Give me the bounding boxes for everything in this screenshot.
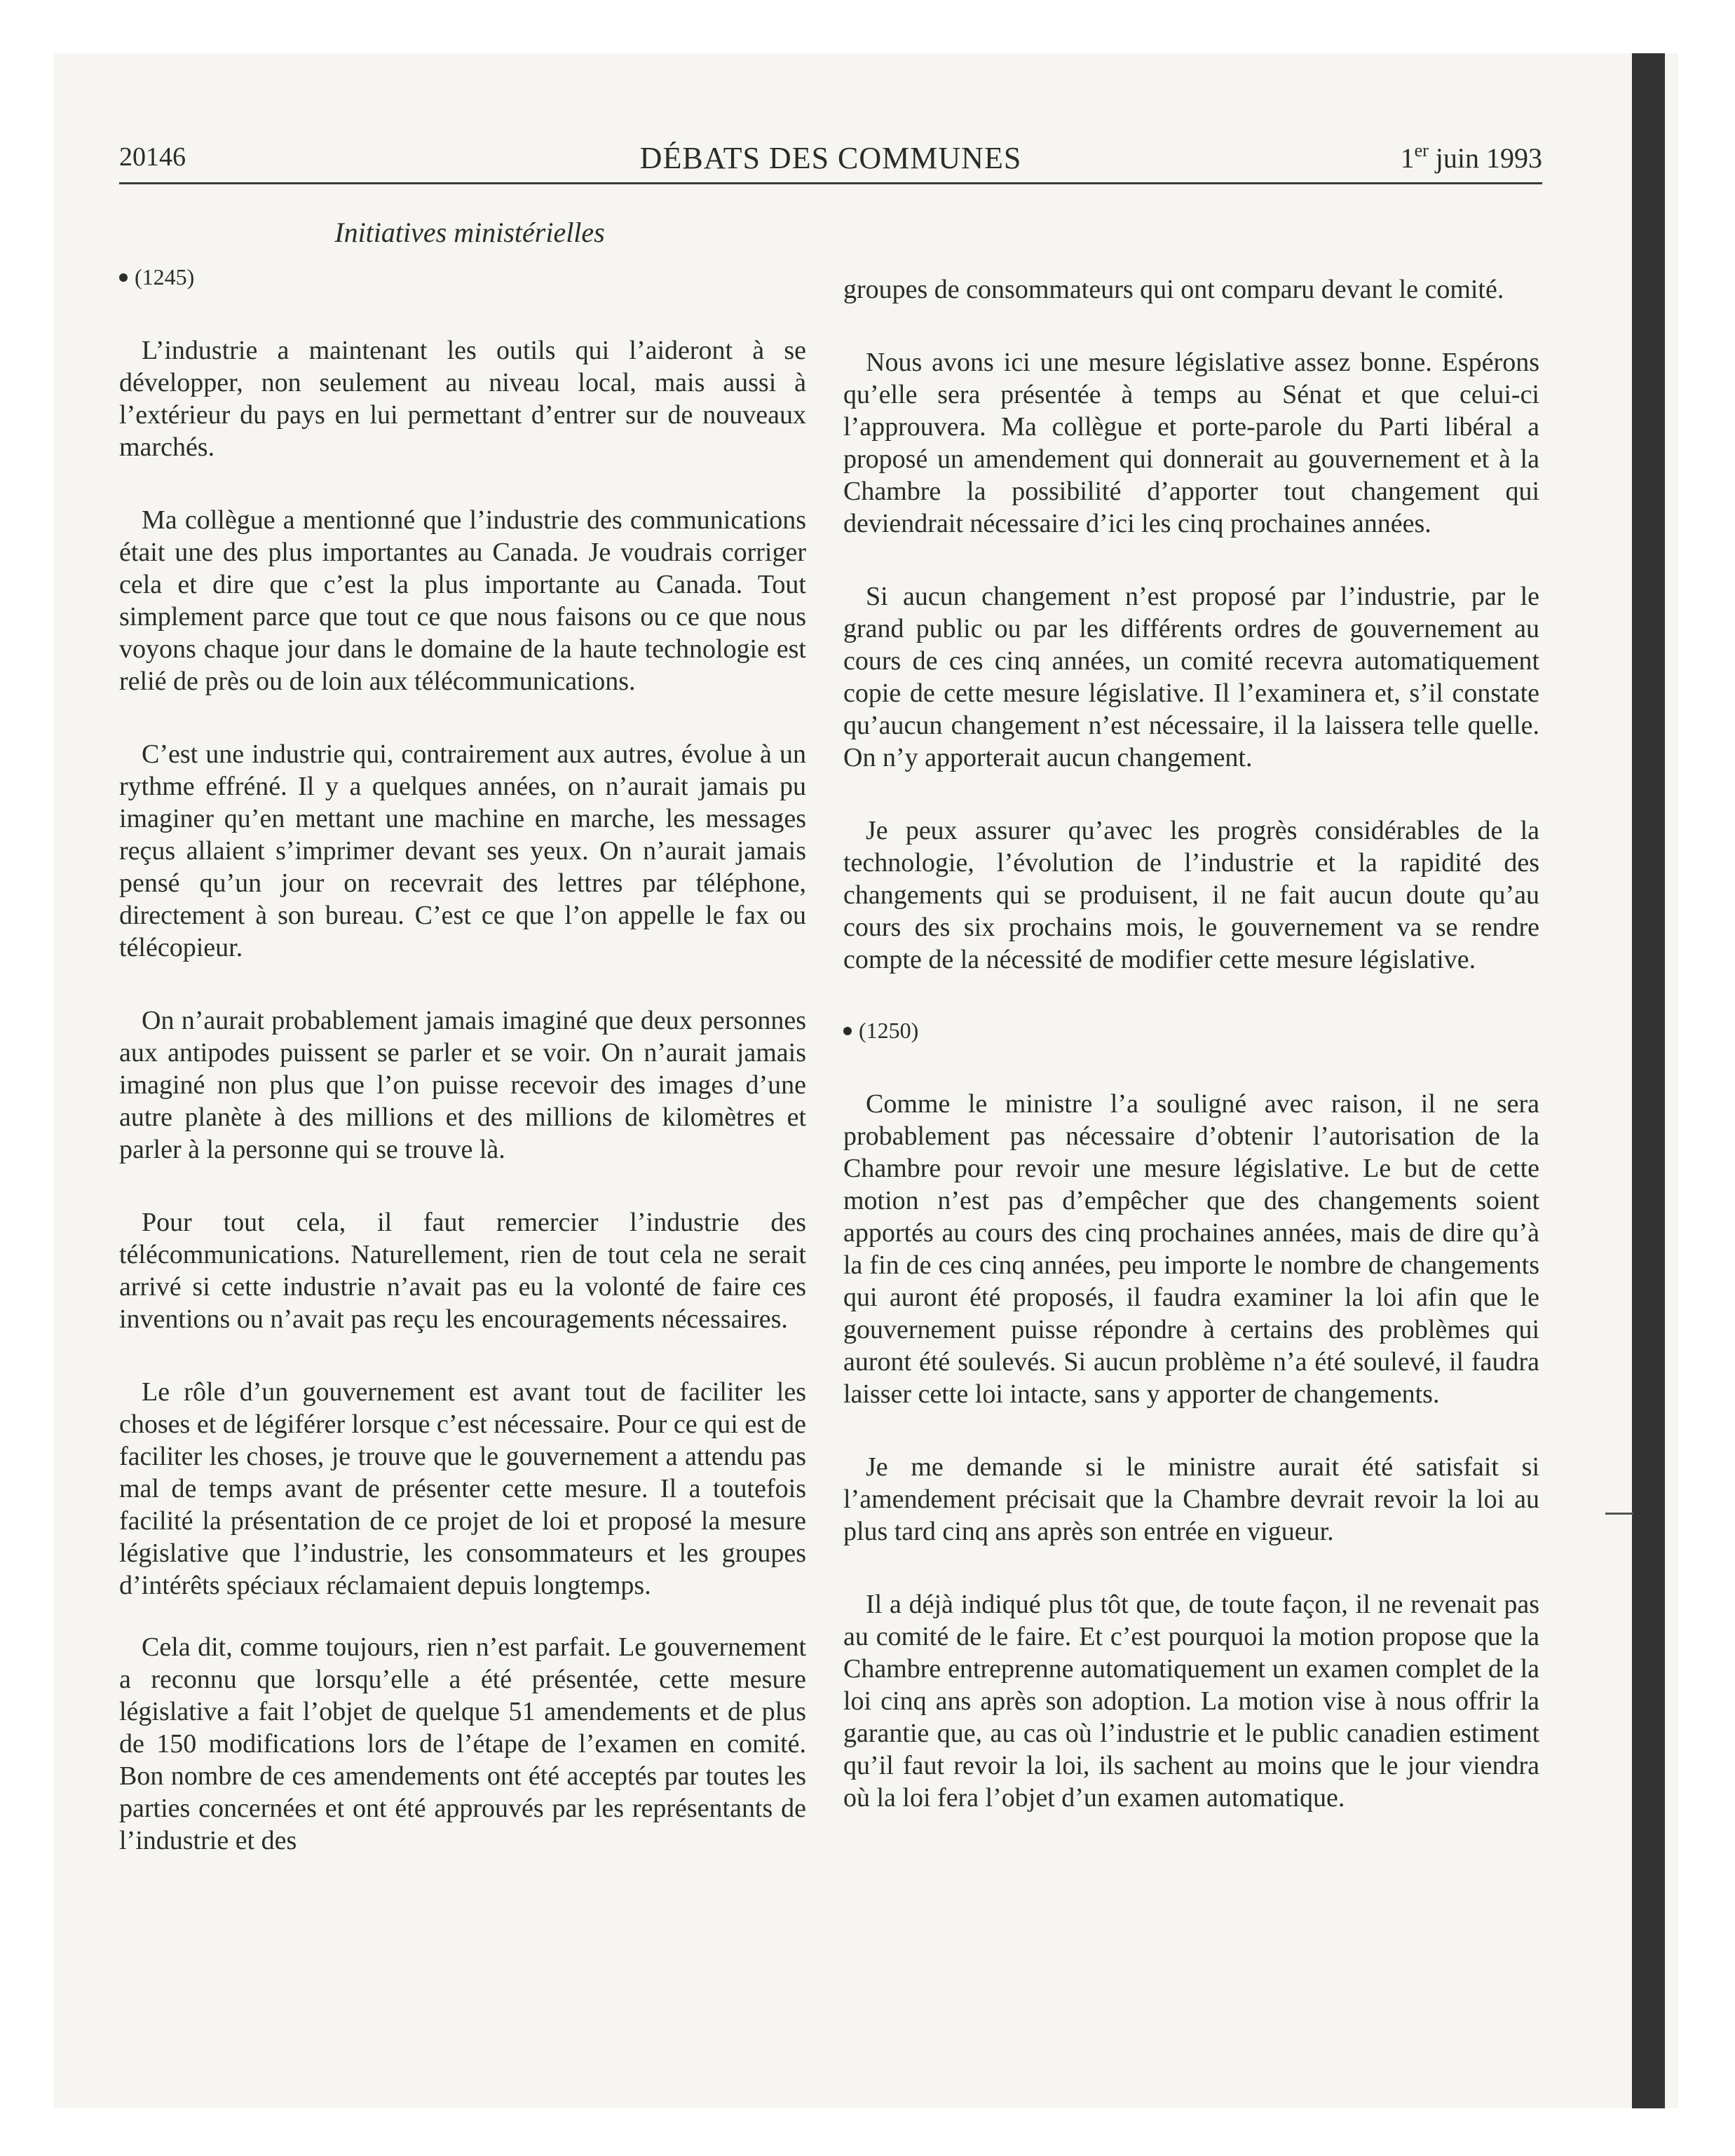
paragraph: Je peux assurer qu’avec les progrès considérables de la technologie, l’évolution de l’industrie et la rapidité des changements qui se produisent, il ne fait aucun doute qu’au cours des six prochains mois, le gouvernement va se rendre compte de la nécessité de modifier cette mesure législative. <box>843 816 1539 974</box>
paragraph: Je me demande si le ministre aurait été satisfait si l’amendement précisait que la Chambre devrait revoir la loi au plus tard cinq ans après son entrée en vigueur. <box>843 1452 1539 1546</box>
paragraph: Le rôle d’un gouvernement est avant tout de faciliter les choses et de légiférer lorsque c’est nécessaire. Pour ce qui est de faciliter les choses, je trouve que le gouvernement a attendu pas mal de temps avant de présenter cette mesure. Il a toutefois facilité la présentation de ce projet de loi et proposé la mesure législative que l’industrie, les consommateurs et les groupes d’intérêts spéciaux réclamaient depuis longtemps. <box>119 1377 806 1600</box>
scan-edge-bar <box>1632 53 1665 2108</box>
right-column <box>843 273 1539 1855</box>
margin-mark <box>1605 1513 1633 1515</box>
date-month-year: juin 1993 <box>1428 142 1542 174</box>
publication-date <box>1401 140 1542 175</box>
bullet-icon <box>843 1027 852 1035</box>
paragraph: Si aucun changement n’est proposé par l’industrie, par le grand public ou par les différents ordres de gouvernement au cours de ces cinq années, un comité recevra automatiquement copie de cette mesure législative. Il l’examinera et, s’il constate qu’aucun changement n’est nécessaire, il la laissera telle quelle. On n’y apporterait aucun changement. <box>843 582 1539 772</box>
header-rule <box>119 182 1542 184</box>
bullet-icon <box>119 273 128 282</box>
timestamp-text: (1250) <box>859 1018 919 1043</box>
paragraph: L’industrie a maintenant les outils qui l’aideront à se développer, non seulement au niveau local, mais aussi à l’extérieur du pays en lui permettant d’entrer sur de nouveaux marchés. <box>119 336 806 462</box>
paragraph: On n’aurait probablement jamais imaginé que deux personnes aux antipodes puissent se parler et se voir. On n’aurait jamais imaginé non plus que l’on puisse recevoir des images d’une autre planète à des millions et des millions de kilomètres et parler à la personne qui se trouve là. <box>119 1006 806 1164</box>
paragraph: Comme le ministre l’a souligné avec raison, il ne sera probablement pas nécessaire d’obtenir l’autorisation de la Chambre pour revoir une mesure législative. Le but de cette motion n’est pas d’empêcher que des changements soient apportés au cours des cinq prochaines années, mais de dire qu’à la fin de ces cinq années, peu importe le nombre de changements qui auront été proposés, il faudra examiner la loi afin que le gouvernement puisse répondre à certains des problèmes qui auront été soulevés. Si aucun problème n’a été soulevé, il faudra laisser cette loi intacte, sans y apporter de changements. <box>843 1089 1539 1409</box>
page-header <box>119 135 1542 184</box>
date-superscript: er <box>1414 140 1429 161</box>
timestamp-1250 <box>843 1016 1539 1044</box>
section-title: Initiatives ministérielles <box>334 217 605 248</box>
paragraph: Il a déjà indiqué plus tôt que, de toute façon, il ne revenait pas au comité de le faire. Et c’est pourquoi la motion propose que la Chambre entreprenne automatiquement un examen complet de la loi cinq ans après son adoption. La motion vise à nous offrir la garantie que, au cas où l’industrie et le public canadien estiment qu’il faut revoir la loi, ils sachent au moins que le jour viendra où la loi fera l’objet d’un examen automatique. <box>843 1590 1539 1813</box>
paragraph: Cela dit, comme toujours, rien n’est parfait. Le gouvernement a reconnu que lorsqu’elle a été présentée, cette mesure législative a fait l’objet de quelque 51 amendements et de plus de 150 modifications lors de l’étape de l’examen en comité. Bon nombre de ces amendements ont été acceptés par toutes les parties concernées et ont été approuvés par les représentants de l’industrie et des <box>119 1632 806 1855</box>
timestamp-1245 <box>119 263 806 291</box>
timestamp-text: (1245) <box>135 264 195 289</box>
paragraph: Nous avons ici une mesure législative assez bonne. Espérons qu’elle sera présentée à temps au Sénat et que celui-ci l’approuvera. Ma collègue et porte-parole du Parti libéral a proposé un amendement qui donnerait au gouvernement et à la Chambre la possibilité d’apporter tout changement qui deviendrait nécessaire d’ici les cinq prochaines années. <box>843 348 1539 538</box>
date-day: 1 <box>1400 142 1415 174</box>
paragraph: Pour tout cela, il faut remercier l’industrie des télécommunications. Naturellement, rien de tout cela ne serait arrivé si cette industrie n’avait pas eu la volonté de faire ces inventions ou n’avait pas reçu les encouragements nécessaires. <box>119 1208 806 1334</box>
paragraph-continuation: groupes de consommateurs qui ont comparu devant le comité. <box>843 275 1504 304</box>
publication-title: DÉBATS DES COMMUNES <box>639 141 1022 175</box>
left-column <box>119 263 806 1897</box>
paragraph: Ma collègue a mentionné que l’industrie des communications était une des plus importantes au Canada. Je voudrais corriger cela et dire que c’est la plus importante au Canada. Tout simplement parce que tout ce que nous faisons ou ce que nous voyons chaque jour dans le domaine de la haute technologie est relié de près ou de loin aux télécommunications. <box>119 505 806 696</box>
paragraph: C’est une industrie qui, contrairement aux autres, évolue à un rythme effréné. Il y a quelques années, on n’aurait jamais pu imaginer qu’en mettant une machine en marche, les messages reçus allaient s’imprimer devant ses yeux. On n’aurait jamais pensé qu’un jour on recevrait des lettres par téléphone, directement à son bureau. C’est ce que l’on appelle le fax ou télécopieur. <box>119 739 806 962</box>
page-number: 20146 <box>119 142 186 172</box>
